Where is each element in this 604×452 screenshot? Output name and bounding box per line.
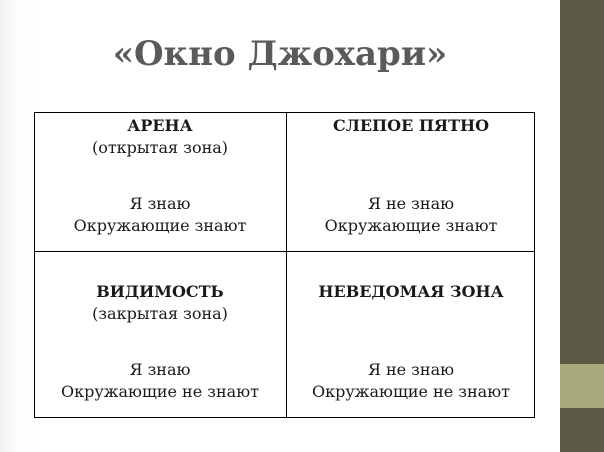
quadrant-zone: [286, 137, 536, 159]
quadrant-self-knowledge: Я знаю: [129, 194, 191, 213]
quadrant-self-knowledge: Я не знаю: [367, 360, 455, 379]
quadrant-blind-spot: [286, 115, 536, 237]
quadrant-others-knowledge: Окружающие не знают: [312, 382, 510, 401]
quadrant-others-knowledge: Окружающие знают: [73, 216, 247, 235]
quadrant-self-knowledge: Я знаю: [129, 360, 191, 379]
slide-title: «Окно Джохари»: [112, 34, 448, 74]
quadrant-zone: [286, 303, 536, 325]
quadrant-heading: ВИДИМОСТЬ: [96, 282, 224, 301]
quadrant-zone: (открытая зона): [91, 138, 229, 157]
side-band-accent: [560, 364, 604, 408]
quadrant-heading: АРЕНА: [127, 116, 193, 135]
quadrant-zone: (закрытая зона): [92, 304, 228, 323]
quadrant-heading: НЕВЕДОМАЯ ЗОНА: [318, 282, 504, 301]
quadrant-others-knowledge: Окружающие знают: [324, 216, 498, 235]
quadrant-unknown-zone: [286, 281, 536, 403]
quadrant-others-knowledge: Окружающие не знают: [61, 382, 259, 401]
side-band-top: [560, 0, 604, 364]
quadrant-self-knowledge: Я не знаю: [367, 194, 455, 213]
quadrant-visibility: [35, 281, 285, 403]
johari-window-table: [34, 112, 535, 418]
side-band-bottom: [560, 408, 604, 452]
quadrant-heading: СЛЕПОЕ ПЯТНО: [332, 116, 490, 135]
horizontal-divider: [35, 251, 534, 252]
quadrant-arena: [35, 115, 285, 237]
